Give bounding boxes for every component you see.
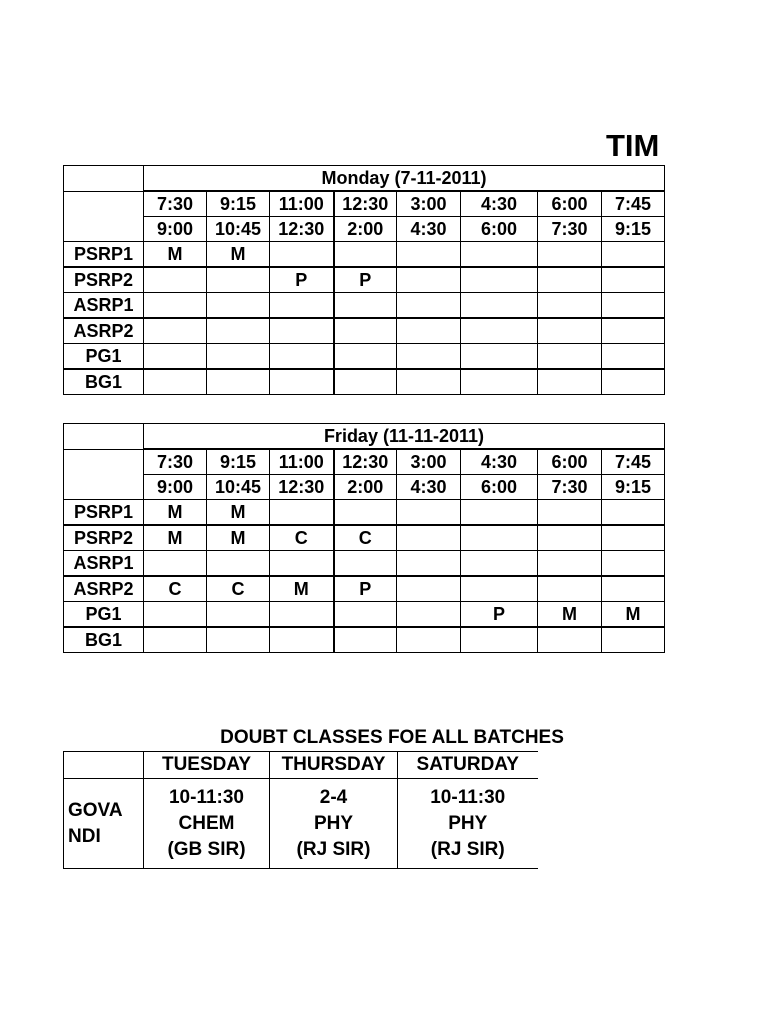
schedule-cell bbox=[207, 369, 270, 395]
schedule-cell bbox=[270, 369, 334, 395]
schedule-cell: M bbox=[207, 500, 270, 526]
start-time: 11:00 bbox=[270, 191, 334, 217]
doubt-header-row bbox=[64, 752, 538, 779]
schedule-cell bbox=[602, 525, 665, 551]
end-time: 9:00 bbox=[144, 217, 207, 242]
schedule-cell bbox=[334, 551, 397, 577]
doubt-day-tuesday: TUESDAY bbox=[144, 752, 270, 779]
table-row bbox=[64, 344, 665, 370]
schedule-cell bbox=[538, 500, 602, 526]
schedule-cell bbox=[334, 500, 397, 526]
schedule-cell bbox=[334, 293, 397, 319]
schedule-cell bbox=[144, 344, 207, 370]
start-time: 3:00 bbox=[397, 191, 461, 217]
doubt-classes-title: DOUBT CLASSES FOE ALL BATCHES bbox=[220, 727, 564, 748]
schedule-cell bbox=[397, 344, 461, 370]
day-row bbox=[64, 166, 665, 192]
schedule-cell bbox=[538, 525, 602, 551]
table-row bbox=[64, 318, 665, 344]
start-time: 11:00 bbox=[270, 449, 334, 475]
schedule-cell bbox=[461, 627, 538, 653]
schedule-cell bbox=[602, 551, 665, 577]
schedule-cell bbox=[461, 318, 538, 344]
schedule-cell: C bbox=[270, 525, 334, 551]
doubt-cell-tuesday bbox=[144, 779, 270, 869]
end-time-row bbox=[64, 475, 665, 500]
table-row bbox=[64, 369, 665, 395]
schedule-cell bbox=[461, 293, 538, 319]
start-time: 6:00 bbox=[538, 449, 602, 475]
end-time: 7:30 bbox=[538, 217, 602, 242]
start-time: 7:45 bbox=[602, 191, 665, 217]
schedule-cell bbox=[602, 500, 665, 526]
schedule-cell: M bbox=[144, 242, 207, 268]
start-time: 9:15 bbox=[207, 191, 270, 217]
schedule-cell bbox=[461, 525, 538, 551]
schedule-cell: M bbox=[207, 525, 270, 551]
batch-label: PSRP1 bbox=[64, 242, 144, 268]
schedule-cell bbox=[461, 551, 538, 577]
batch-label: PSRP2 bbox=[64, 525, 144, 551]
end-time: 9:15 bbox=[602, 475, 665, 500]
corner-cell bbox=[64, 424, 144, 450]
schedule-cell bbox=[334, 602, 397, 628]
schedule-cell bbox=[538, 627, 602, 653]
schedule-cell bbox=[602, 369, 665, 395]
batch-header-cell bbox=[64, 449, 144, 500]
schedule-cell bbox=[538, 293, 602, 319]
schedule-cell bbox=[602, 576, 665, 602]
doubt-day-thursday: THURSDAY bbox=[270, 752, 398, 779]
day-heading: Monday (7-11-2011) bbox=[144, 166, 665, 192]
schedule-cell bbox=[270, 551, 334, 577]
schedule-cell bbox=[538, 267, 602, 293]
schedule-cell bbox=[461, 369, 538, 395]
batch-label: BG1 bbox=[64, 369, 144, 395]
schedule-cell: M bbox=[144, 500, 207, 526]
doubt-location bbox=[64, 779, 144, 869]
schedule-cell bbox=[397, 369, 461, 395]
batch-label: PSRP1 bbox=[64, 500, 144, 526]
schedule-cell bbox=[602, 267, 665, 293]
start-time: 7:30 bbox=[144, 449, 207, 475]
schedule-cell bbox=[144, 369, 207, 395]
schedule-cell bbox=[397, 500, 461, 526]
schedule-cell bbox=[207, 344, 270, 370]
schedule-cell: P bbox=[334, 267, 397, 293]
doubt-time: 2-4 bbox=[319, 786, 348, 808]
batch-label: BG1 bbox=[64, 627, 144, 653]
schedule-cell bbox=[334, 318, 397, 344]
batch-label: PG1 bbox=[64, 602, 144, 628]
end-time: 10:45 bbox=[207, 475, 270, 500]
batch-label: ASRP1 bbox=[64, 293, 144, 319]
end-time: 9:00 bbox=[144, 475, 207, 500]
schedule-cell bbox=[602, 344, 665, 370]
schedule-cell: P bbox=[461, 602, 538, 628]
schedule-cell bbox=[270, 318, 334, 344]
schedule-cell bbox=[144, 318, 207, 344]
schedule-cell bbox=[397, 242, 461, 268]
schedule-cell: P bbox=[334, 576, 397, 602]
start-time: 7:30 bbox=[144, 191, 207, 217]
doubt-subject: PHY bbox=[448, 812, 488, 834]
doubt-classes-table bbox=[63, 751, 538, 869]
batch-label: ASRP2 bbox=[64, 576, 144, 602]
end-time: 4:30 bbox=[397, 217, 461, 242]
schedule-cell bbox=[538, 318, 602, 344]
day-row bbox=[64, 424, 665, 450]
schedule-cell bbox=[207, 318, 270, 344]
start-time-row bbox=[64, 191, 665, 217]
schedule-cell bbox=[207, 627, 270, 653]
schedule-cell: M bbox=[602, 602, 665, 628]
start-time: 12:30 bbox=[334, 191, 397, 217]
location-line: NDI bbox=[68, 825, 101, 847]
doubt-cell-saturday bbox=[398, 779, 538, 869]
table-row bbox=[64, 602, 665, 628]
schedule-cell bbox=[207, 551, 270, 577]
schedule-cell: M bbox=[538, 602, 602, 628]
start-time: 12:30 bbox=[334, 449, 397, 475]
schedule-cell bbox=[270, 627, 334, 653]
schedule-cell bbox=[270, 242, 334, 268]
schedule-cell: C bbox=[334, 525, 397, 551]
schedule-cell bbox=[397, 293, 461, 319]
schedule-cell bbox=[538, 369, 602, 395]
schedule-cell bbox=[461, 242, 538, 268]
doubt-time: 10-11:30 bbox=[430, 786, 506, 808]
table-row bbox=[64, 525, 665, 551]
schedule-cell bbox=[207, 267, 270, 293]
schedule-cell: C bbox=[207, 576, 270, 602]
schedule-cell bbox=[397, 551, 461, 577]
schedule-cell bbox=[538, 344, 602, 370]
schedule-cell bbox=[538, 576, 602, 602]
doubt-teacher: (RJ SIR) bbox=[430, 838, 505, 860]
doubt-time: 10-11:30 bbox=[168, 786, 244, 808]
schedule-cell bbox=[461, 267, 538, 293]
schedule-cell bbox=[207, 293, 270, 319]
end-time: 10:45 bbox=[207, 217, 270, 242]
schedule-cell: P bbox=[270, 267, 334, 293]
schedule-cell bbox=[461, 344, 538, 370]
table-row bbox=[64, 551, 665, 577]
doubt-body-row bbox=[64, 779, 538, 869]
corner-cell bbox=[64, 166, 144, 192]
start-time: 7:45 bbox=[602, 449, 665, 475]
doubt-teacher: (GB SIR) bbox=[167, 838, 246, 860]
schedule-cell bbox=[144, 551, 207, 577]
schedule-cell bbox=[334, 627, 397, 653]
doubt-corner-cell bbox=[64, 752, 144, 779]
schedule-cell bbox=[270, 344, 334, 370]
schedule-cell bbox=[461, 576, 538, 602]
schedule-cell bbox=[397, 525, 461, 551]
end-time: 4:30 bbox=[397, 475, 461, 500]
schedule-cell bbox=[144, 627, 207, 653]
end-time: 2:00 bbox=[334, 475, 397, 500]
schedule-cell bbox=[538, 551, 602, 577]
batch-label: ASRP2 bbox=[64, 318, 144, 344]
schedule-cell bbox=[461, 500, 538, 526]
schedule-cell bbox=[397, 576, 461, 602]
schedule-cell bbox=[270, 500, 334, 526]
doubt-teacher: (RJ SIR) bbox=[296, 838, 371, 860]
location-line: GOVA bbox=[68, 799, 123, 821]
schedule-cell bbox=[144, 293, 207, 319]
start-time: 3:00 bbox=[397, 449, 461, 475]
start-time: 6:00 bbox=[538, 191, 602, 217]
schedule-cell bbox=[270, 293, 334, 319]
batch-label: PG1 bbox=[64, 344, 144, 370]
batch-header-cell bbox=[64, 191, 144, 242]
schedule-cell bbox=[334, 242, 397, 268]
schedule-cell bbox=[397, 318, 461, 344]
schedule-cell: C bbox=[144, 576, 207, 602]
end-time-row bbox=[64, 217, 665, 242]
schedule-cell bbox=[334, 369, 397, 395]
end-time: 12:30 bbox=[270, 475, 334, 500]
doubt-subject: PHY bbox=[313, 812, 354, 834]
start-time: 4:30 bbox=[461, 449, 538, 475]
day-heading: Friday (11-11-2011) bbox=[144, 424, 665, 450]
page-title: TIM bbox=[606, 128, 660, 163]
schedule-cell bbox=[144, 267, 207, 293]
end-time: 6:00 bbox=[461, 475, 538, 500]
table-row bbox=[64, 267, 665, 293]
doubt-cell-thursday bbox=[270, 779, 398, 869]
schedule-cell bbox=[602, 627, 665, 653]
schedule-cell bbox=[602, 318, 665, 344]
end-time: 2:00 bbox=[334, 217, 397, 242]
schedule-cell bbox=[207, 602, 270, 628]
schedule-cell bbox=[538, 242, 602, 268]
end-time: 6:00 bbox=[461, 217, 538, 242]
schedule-cell: M bbox=[144, 525, 207, 551]
table-row bbox=[64, 242, 665, 268]
doubt-subject: CHEM bbox=[178, 812, 235, 834]
schedule-cell bbox=[602, 293, 665, 319]
start-time-row bbox=[64, 449, 665, 475]
schedule-table bbox=[63, 423, 665, 653]
schedule-cell bbox=[602, 242, 665, 268]
start-time: 4:30 bbox=[461, 191, 538, 217]
table-row bbox=[64, 627, 665, 653]
schedule-cell bbox=[397, 602, 461, 628]
end-time: 7:30 bbox=[538, 475, 602, 500]
schedule-cell bbox=[270, 602, 334, 628]
schedule-cell bbox=[144, 602, 207, 628]
doubt-day-saturday: SATURDAY bbox=[398, 752, 538, 779]
table-row bbox=[64, 576, 665, 602]
schedule-cell: M bbox=[207, 242, 270, 268]
schedule-table bbox=[63, 165, 665, 395]
batch-label: PSRP2 bbox=[64, 267, 144, 293]
table-row bbox=[64, 293, 665, 319]
end-time: 9:15 bbox=[602, 217, 665, 242]
start-time: 9:15 bbox=[207, 449, 270, 475]
end-time: 12:30 bbox=[270, 217, 334, 242]
schedule-cell bbox=[397, 267, 461, 293]
schedule-cell bbox=[397, 627, 461, 653]
table-row bbox=[64, 500, 665, 526]
schedule-cell bbox=[334, 344, 397, 370]
batch-label: ASRP1 bbox=[64, 551, 144, 577]
schedule-cell: M bbox=[270, 576, 334, 602]
